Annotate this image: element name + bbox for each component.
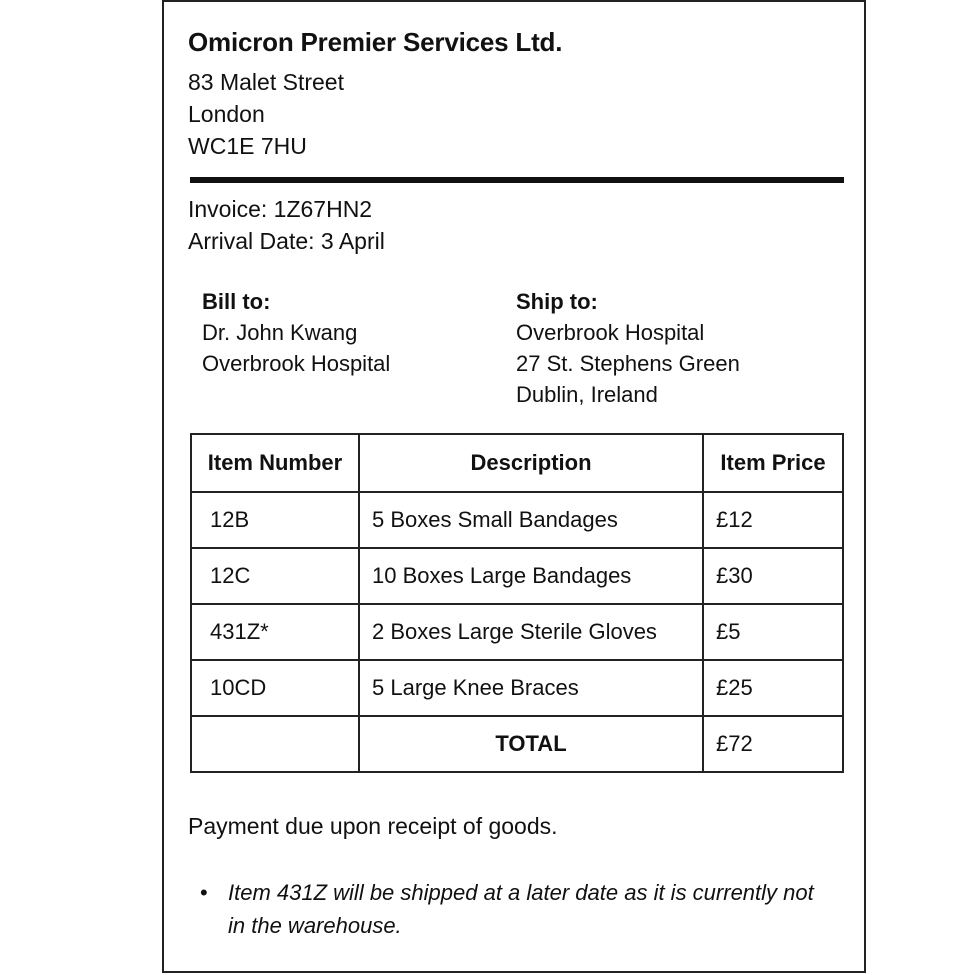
items-table	[190, 433, 844, 773]
column-header-description: Description	[359, 434, 703, 492]
item-number-cell: 431Z*	[191, 604, 359, 660]
ship-to-line: Dublin, Ireland	[516, 382, 658, 407]
payment-terms: Payment due upon receipt of goods.	[188, 813, 558, 839]
ship-to-heading: Ship to:	[516, 289, 598, 314]
bill-to-line: Overbrook Hospital	[202, 351, 391, 376]
company-address-line: London	[188, 101, 265, 127]
company-address-line: WC1E 7HU	[188, 133, 307, 159]
bill-to-block	[202, 286, 390, 379]
arrival-date: Arrival Date: 3 April	[188, 228, 385, 254]
table-header-row	[191, 434, 843, 492]
table-row	[191, 660, 843, 716]
invoice-page	[162, 0, 866, 973]
price-cell: £12	[703, 492, 843, 548]
description-cell: 2 Boxes Large Sterile Gloves	[359, 604, 703, 660]
total-value: £72	[703, 716, 843, 772]
table-row	[191, 548, 843, 604]
price-cell: £25	[703, 660, 843, 716]
column-header-item-price: Item Price	[703, 434, 843, 492]
item-number-cell: 12C	[191, 548, 359, 604]
table-row	[191, 604, 843, 660]
bullet-icon: •	[200, 880, 208, 905]
ship-to-line: Overbrook Hospital	[516, 320, 705, 345]
item-number-cell: 10CD	[191, 660, 359, 716]
total-label: TOTAL	[359, 716, 703, 772]
bill-to-line: Dr. John Kwang	[202, 320, 358, 345]
bill-to-heading: Bill to:	[202, 289, 271, 314]
ship-to-line: 27 St. Stephens Green	[516, 351, 740, 376]
column-header-item-number: Item Number	[191, 434, 359, 492]
description-cell: 5 Boxes Small Bandages	[359, 492, 703, 548]
description-cell: 5 Large Knee Braces	[359, 660, 703, 716]
invoice-number: Invoice: 1Z67HN2	[188, 196, 373, 222]
description-cell: 10 Boxes Large Bandages	[359, 548, 703, 604]
price-cell: £5	[703, 604, 843, 660]
company-address-line: 83 Malet Street	[188, 69, 344, 95]
total-row	[191, 716, 843, 772]
header-divider	[190, 177, 844, 183]
item-number-cell: 12B	[191, 492, 359, 548]
company-name: Omicron Premier Services Ltd.	[188, 27, 563, 57]
ship-to-block	[516, 286, 740, 410]
price-cell: £30	[703, 548, 843, 604]
table-row	[191, 492, 843, 548]
note-text: Item 431Z will be shipped at a later date as it is currently not in the warehouse.	[228, 880, 814, 938]
note-list-item	[200, 876, 830, 942]
empty-cell	[191, 716, 359, 772]
